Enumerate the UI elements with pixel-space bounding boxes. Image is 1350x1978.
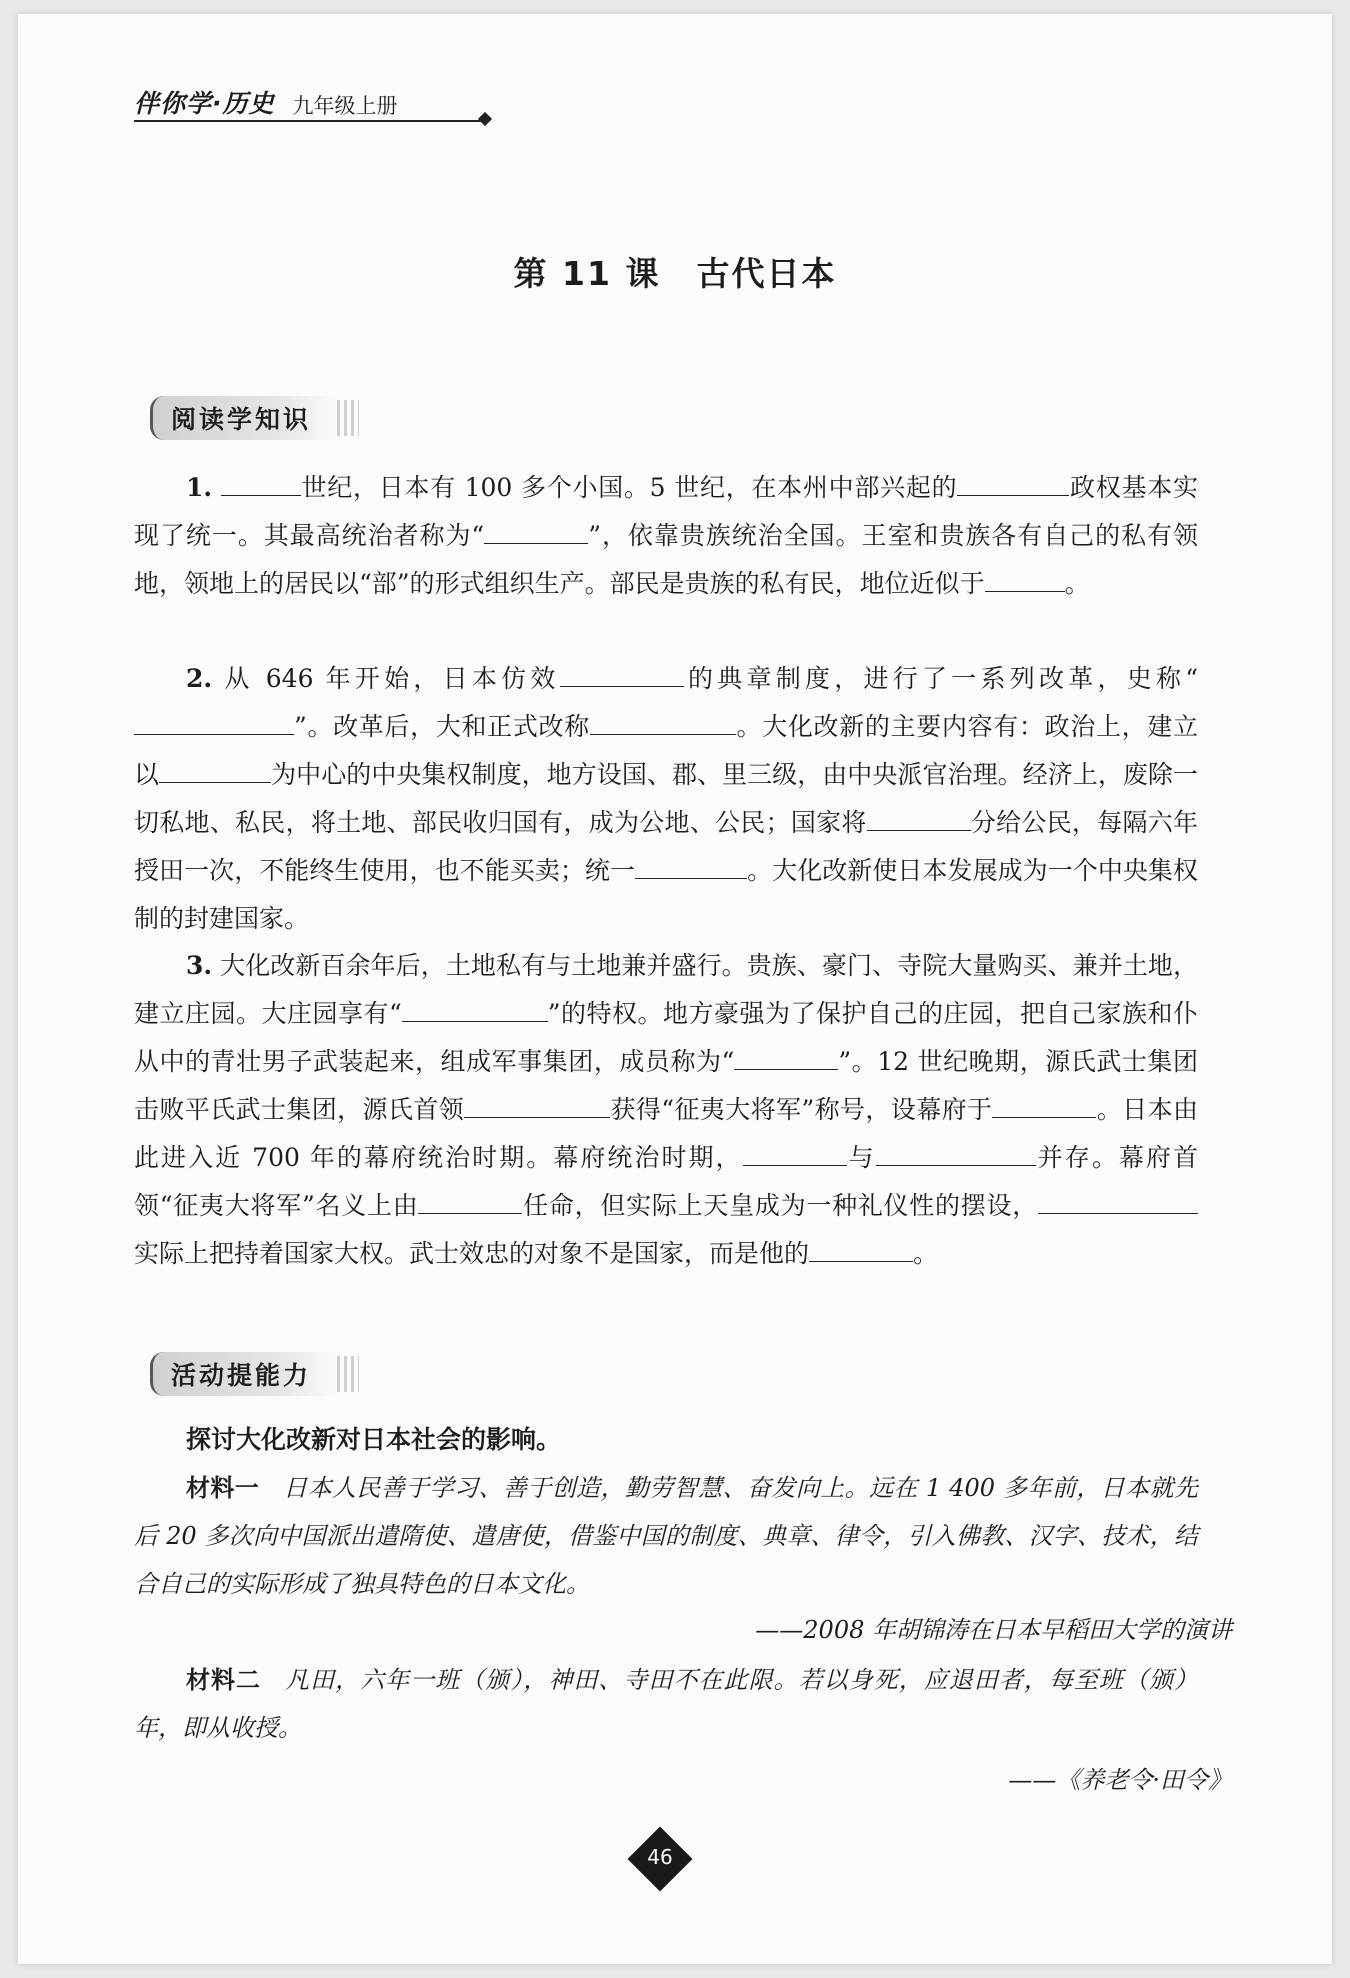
material-one: 材料一 日本人民善于学习、善于创造，勤劳智慧、奋发向上。远在 1 400 多年前，日本就先后 20 多次向中国派出遣隋使、遣唐使，借鉴中国的制度、典章、律令，引入佛教、汉字、技术，结合自己的实际形成了独具特色的日本文化。 [134,1474,1198,1598]
blank[interactable] [134,708,294,735]
blank[interactable] [809,1235,913,1262]
blank[interactable] [590,708,736,735]
series-title: 伴你学·历史 [134,89,275,118]
material-two-source: ——《养老令·田令》 [1008,1766,1232,1794]
blank[interactable] [985,565,1065,592]
lesson-number: 第 11 课 [513,254,661,293]
blank[interactable] [635,852,747,879]
lesson-title [0,248,1350,295]
material-label: 材料二 [186,1666,262,1694]
blank[interactable] [1038,1187,1198,1214]
blank[interactable] [992,1091,1096,1118]
blank[interactable] [464,1091,610,1118]
material-label: 材料一 [186,1474,260,1502]
lesson-name: 古代日本 [696,254,837,293]
header-rule [134,120,486,122]
page-number: 46 [647,1845,673,1869]
blank[interactable] [734,1043,838,1070]
running-header [134,84,398,120]
blank[interactable] [159,756,271,783]
blank[interactable] [743,1139,847,1166]
section-tag-reading: 阅读学知识 [150,396,337,440]
material-two: 材料二 凡田，六年一班（颁），神田、寺田不在此限。若以身死，应退田者，每至班（颁）年，即从收授。 [134,1666,1198,1742]
section-tag-activity: 活动提能力 [150,1352,337,1396]
blank[interactable] [221,469,301,496]
blank[interactable] [867,804,971,831]
blank[interactable] [957,469,1069,496]
blank[interactable] [876,1139,1036,1166]
grade-label: 九年级上册 [292,94,398,118]
blank[interactable] [418,1187,522,1214]
question-3: 3. 大化改新百余年后，土地私有与土地兼并盛行。贵族、豪门、寺院大量购买、兼并土地，建立庄园。大庄园享有“ ”的特权。地方豪强为了保护自己的庄园，把自己家族和仆从中的青壮男子武装起来，组成军事集团，成员称为“ ”。12 世纪晚期，源氏武士集团击败平氏武士集团，源氏首领 获得“征夷大将军”称号，设幕府于 。日本由此进入近 700 年的幕府统治时期。幕府统治时期， 与 并存。幕府首领“征夷大将军”名义上由 任命，但实际上天皇成为一种礼仪性的摆设，实际上把持着国家大权。武士效忠的对象不是国家，而是他的 。 [134,951,1198,1268]
question-2: 2. 从 646 年开始，日本仿效 的典章制度，进行了一系列改革，史称“”。改革后，大和正式改称 。大化改新的主要内容有：政治上，建立以 为中心的中央集权制度，地方设国、郡、里三级，由中央派官治理。经济上，废除一切私地、私民，将土地、部民收归国有，成为公地、公民；国家将 分给公民，每隔六年授田一次，不能终生使用，也不能买卖；统一 。大化改新使日本发展成为一个中央集权制的封建国家。 [134,655,1198,943]
activity-task: 探讨大化改新对日本社会的影响。 [186,1425,562,1454]
material-one-source: ——2008 年胡锦涛在日本早稻田大学的演讲 [755,1616,1232,1644]
question-1: 1. 世纪，日本有 100 多个小国。5 世纪，在本州中部兴起的 政权基本实现了统一。其最高统治者称为“ ”，依靠贵族统治全国。王室和贵族各有自己的私有领地，领地上的居民以“部”的形式组织生产。部民是贵族的私有民，地位近似于 。 [134,464,1198,608]
blank[interactable] [402,995,548,1022]
blank[interactable] [560,660,684,687]
blank[interactable] [484,517,588,544]
